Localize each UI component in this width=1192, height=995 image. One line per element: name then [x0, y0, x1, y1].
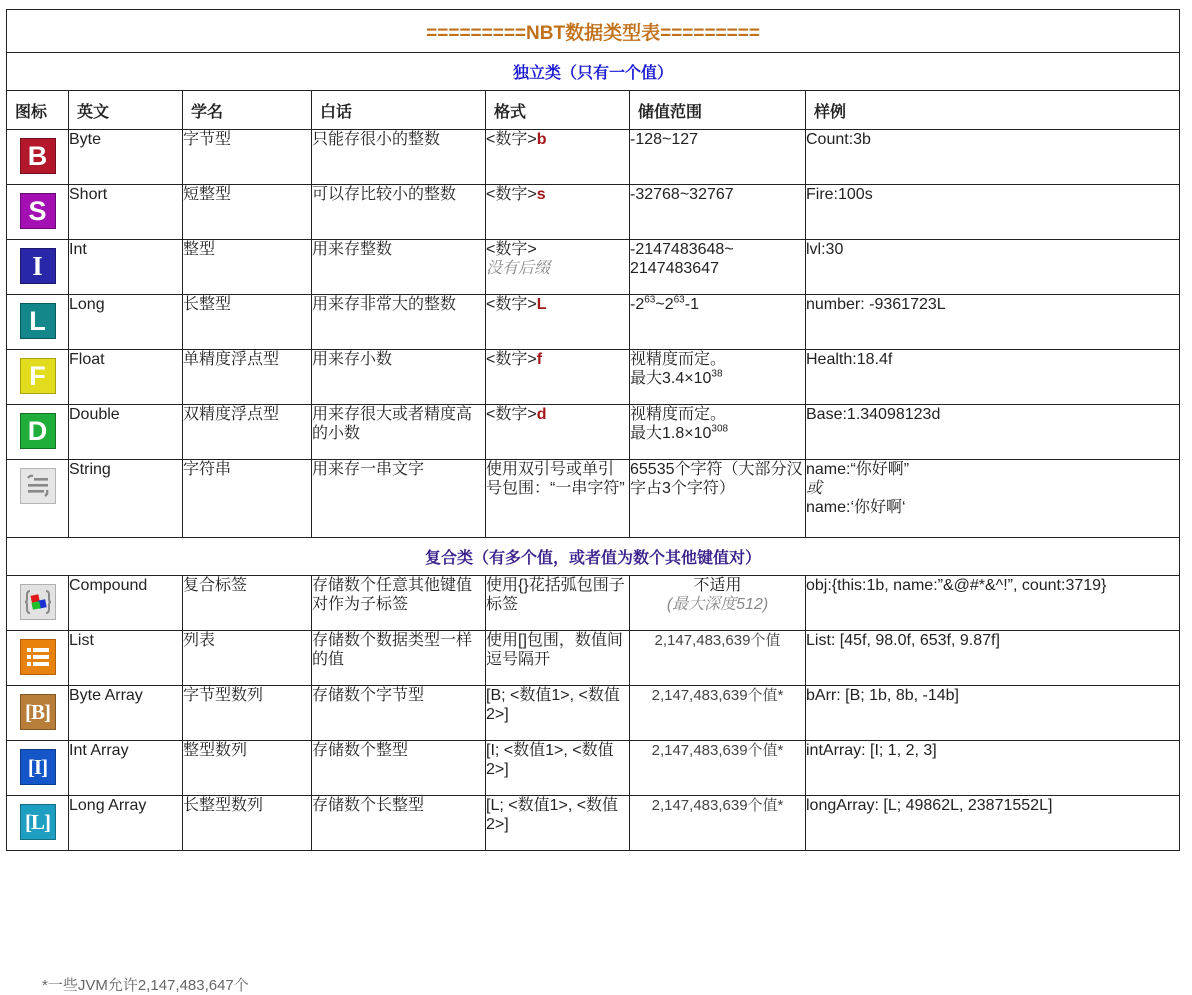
english-name: Int Array — [69, 741, 183, 796]
suffix: f — [536, 351, 543, 368]
header-row — [7, 91, 1180, 130]
suffix: b — [536, 131, 547, 148]
nbt-data-type-table — [6, 9, 1180, 851]
range: 2,147,483,639个值 — [630, 631, 806, 686]
byte-icon: B — [20, 138, 56, 174]
table-row — [7, 240, 1180, 295]
double-icon: D — [20, 413, 56, 449]
format: <数字>f — [486, 350, 630, 405]
table-row — [7, 631, 1180, 686]
example: longArray: [L; 49862L, 23871552L] — [806, 796, 1180, 851]
sci-name: 整型数列 — [183, 741, 312, 796]
int-array-icon: [I] — [20, 749, 56, 785]
plain-desc: 用来存整数 — [312, 240, 486, 295]
plain-desc: 存储数个数据类型一样的值 — [312, 631, 486, 686]
format-note: 没有后缀 — [486, 260, 551, 277]
example: List: [45f, 98.0f, 653f, 9.87f] — [806, 631, 1180, 686]
english-name: Long — [69, 295, 183, 350]
suffix: d — [536, 406, 547, 423]
sci-name: 长整型数列 — [183, 796, 312, 851]
format: [B; <数值1>, <数值2>] — [486, 686, 630, 741]
format: 使用[]包围，数值间逗号隔开 — [486, 631, 630, 686]
table-row — [7, 796, 1180, 851]
english-name: List — [69, 631, 183, 686]
english-name: Short — [69, 185, 183, 240]
format: <数字>d — [486, 405, 630, 460]
table-row — [7, 295, 1180, 350]
example: Health:18.4f — [806, 350, 1180, 405]
range: -32768~32767 — [630, 185, 806, 240]
range: 2,147,483,639个值* — [630, 686, 806, 741]
example: Fire:100s — [806, 185, 1180, 240]
footnote: *一些JVM允许2,147,483,647个 — [42, 977, 249, 994]
category-compound: 复合类（有多个值，或者值为数个其他键值对） — [7, 538, 1180, 576]
sci-name: 短整型 — [183, 185, 312, 240]
table-row — [7, 185, 1180, 240]
range: 2,147,483,639个值* — [630, 741, 806, 796]
plain-desc: 用来存小数 — [312, 350, 486, 405]
sci-name: 整型 — [183, 240, 312, 295]
header-plain: 白话 — [312, 91, 486, 130]
float-icon: F — [20, 358, 56, 394]
range: 视精度而定。 最大$3.4\times 10^{38}$ — [630, 350, 806, 405]
english-name: Int — [69, 240, 183, 295]
format: <数字>s — [486, 185, 630, 240]
plain-desc: 可以存比较小的整数 — [312, 185, 486, 240]
sci-name: 字节型数列 — [183, 686, 312, 741]
suffix: L — [536, 296, 547, 313]
sci-name: 字符串 — [183, 460, 312, 538]
header-english: 英文 — [69, 91, 183, 130]
table-row — [7, 350, 1180, 405]
plain-desc: 存储数个任意其他键值对作为子标签 — [312, 576, 486, 631]
plain-desc: 存储数个字节型 — [312, 686, 486, 741]
byte-array-icon: [B] — [20, 694, 56, 730]
plain-desc: 用来存非常大的整数 — [312, 295, 486, 350]
table-title: =========NBT数据类型表========= — [7, 10, 1180, 53]
format: <数字>L — [486, 295, 630, 350]
format: <数字> 没有后缀 — [486, 240, 630, 295]
table-row — [7, 130, 1180, 185]
plain-desc: 用来存一串文字 — [312, 460, 486, 538]
example: number: -9361723L — [806, 295, 1180, 350]
sci-name: 单精度浮点型 — [183, 350, 312, 405]
plain-desc: 只能存很小的整数 — [312, 130, 486, 185]
compound-icon — [20, 584, 56, 620]
format: [L; <数值1>, <数值2>] — [486, 796, 630, 851]
english-name: Double — [69, 405, 183, 460]
list-icon — [20, 639, 56, 675]
sci-name: 复合标签 — [183, 576, 312, 631]
long-array-icon: [L] — [20, 804, 56, 840]
table-row — [7, 741, 1180, 796]
range: 不适用 (最大深度512) — [630, 576, 806, 631]
plain-desc: 存储数个整型 — [312, 741, 486, 796]
table-row — [7, 686, 1180, 741]
table-row — [7, 460, 1180, 538]
example: Base:1.34098123d — [806, 405, 1180, 460]
plain-desc: 用来存很大或者精度高的小数 — [312, 405, 486, 460]
int-icon: I — [20, 248, 56, 284]
plain-desc: 存储数个长整型 — [312, 796, 486, 851]
sci-name: 列表 — [183, 631, 312, 686]
header-format: 格式 — [486, 91, 630, 130]
example: lvl:30 — [806, 240, 1180, 295]
range: 视精度而定。 最大$1.8\times 10^{308}$ — [630, 405, 806, 460]
example: Count:3b — [806, 130, 1180, 185]
range: -128~127 — [630, 130, 806, 185]
example: bArr: [B; 1b, 8b, -14b] — [806, 686, 1180, 741]
format: <数字>b — [486, 130, 630, 185]
example: obj:{this:1b, name:”&@#*&^!”, count:3719} — [806, 576, 1180, 631]
format: 使用{}花括弧包围子标签 — [486, 576, 630, 631]
header-icon: 图标 — [7, 91, 69, 130]
example: intArray: [I; 1, 2, 3] — [806, 741, 1180, 796]
range: 65535个字符（大部分汉字占3个字符） — [630, 460, 806, 538]
long-icon: L — [20, 303, 56, 339]
sci-name: 字节型 — [183, 130, 312, 185]
string-icon — [20, 468, 56, 504]
english-name: Float — [69, 350, 183, 405]
format: [I; <数值1>, <数值2>] — [486, 741, 630, 796]
header-example: 样例 — [806, 91, 1180, 130]
table-row — [7, 405, 1180, 460]
english-name: Byte — [69, 130, 183, 185]
table-row — [7, 576, 1180, 631]
header-sci-name: 学名 — [183, 91, 312, 130]
range: $-2^{63}\sim 2^{63}-1$ — [630, 295, 806, 350]
english-name: Compound — [69, 576, 183, 631]
header-range: 储值范围 — [630, 91, 806, 130]
category-independent: 独立类（只有一个值） — [7, 53, 1180, 91]
sci-name: 双精度浮点型 — [183, 405, 312, 460]
format: 使用双引号或单引号包围：“一串字符” — [486, 460, 630, 538]
english-name: Byte Array — [69, 686, 183, 741]
short-icon: S — [20, 193, 56, 229]
range: 2,147,483,639个值* — [630, 796, 806, 851]
suffix: s — [536, 186, 546, 203]
english-name: Long Array — [69, 796, 183, 851]
english-name: String — [69, 460, 183, 538]
example: name:“你好啊” 或 name:‘你好啊‘ — [806, 460, 1180, 538]
range: -2147483648~ 2147483647 — [630, 240, 806, 295]
sci-name: 长整型 — [183, 295, 312, 350]
